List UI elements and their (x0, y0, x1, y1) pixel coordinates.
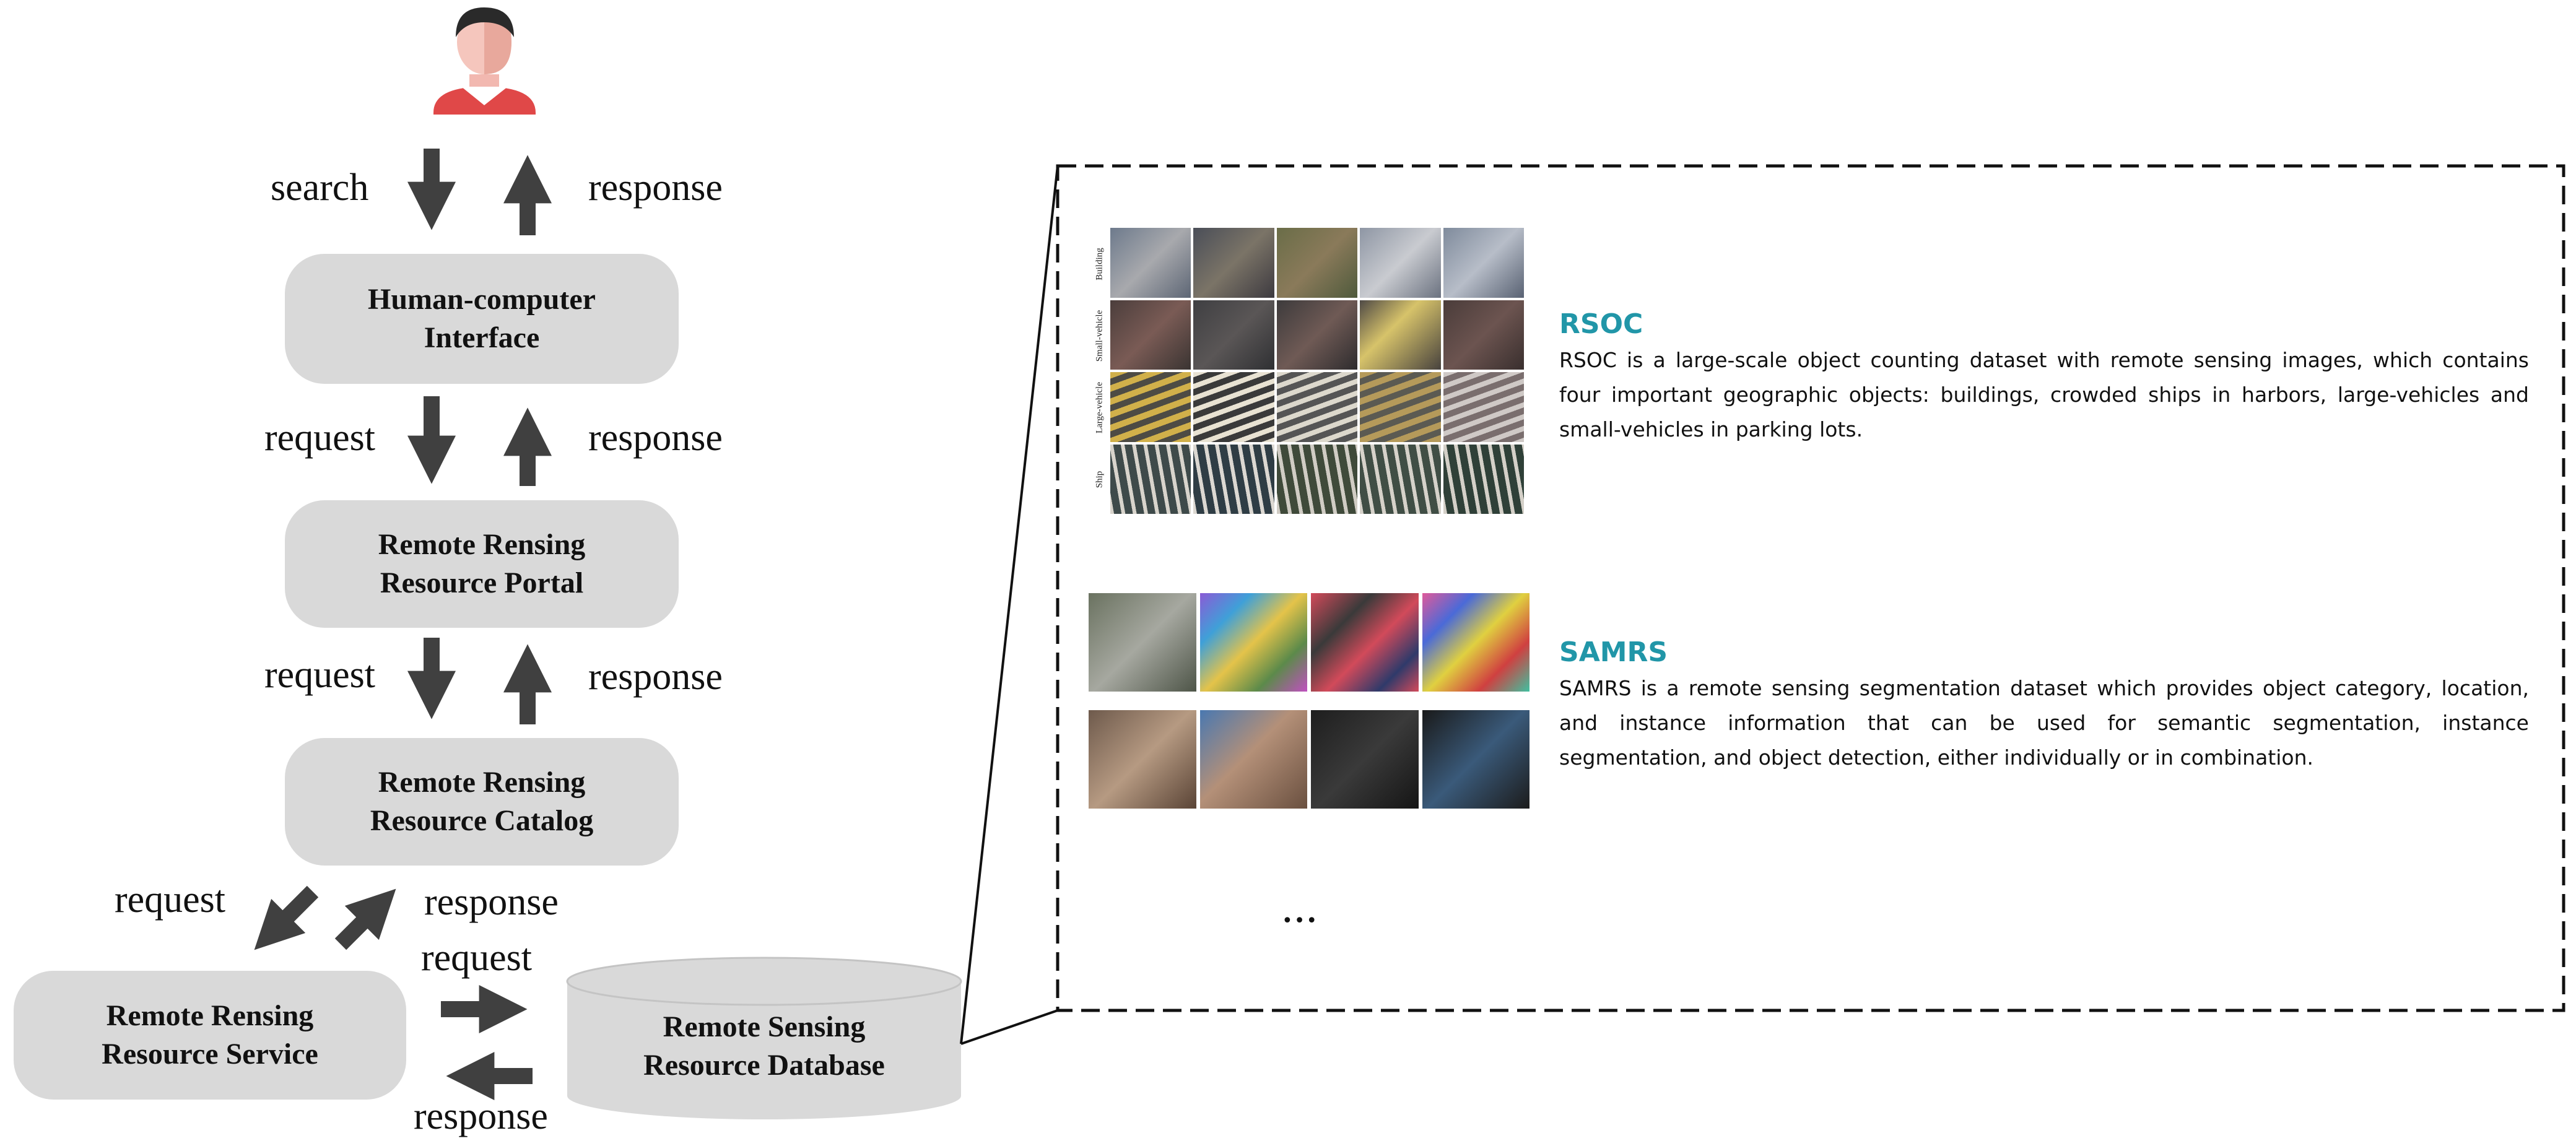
rsoc-thumb (1443, 445, 1524, 514)
label-request-horiz: request (421, 937, 533, 979)
samrs-title: SAMRS (1559, 636, 1668, 668)
label-response-3: response (588, 656, 723, 698)
label-request-1: request (264, 417, 376, 459)
rsoc-thumb (1360, 300, 1440, 370)
rsoc-thumb (1360, 372, 1440, 442)
resource-database-label-wrap (567, 991, 961, 1102)
rsoc-thumb (1193, 300, 1274, 370)
rsoc-thumb (1110, 445, 1191, 514)
rsoc-row-label-building: Building (1094, 248, 1105, 280)
rsoc-thumb (1277, 300, 1357, 370)
rsoc-thumb (1443, 372, 1524, 442)
rsoc-thumb (1360, 228, 1440, 298)
resource-catalog-box (285, 738, 679, 866)
rsoc-description: RSOC is a large-scale object counting dataset with remote sensing images, which contains four important geographic objects: buildings, crowded ships in harbors, large-vehicles and small-vehicles in parking lots. (1559, 348, 2529, 441)
rsoc-thumb (1110, 300, 1191, 370)
hci-label: Human-computer Interface (368, 283, 596, 354)
samrs-thumb (1200, 593, 1308, 692)
label-response-horiz: response (414, 1095, 548, 1137)
label-response-1: response (588, 167, 723, 209)
portal-label: Remote Rensing Resource Portal (378, 528, 586, 599)
rsoc-row-label-large-vehicle: Large-vehicle (1094, 382, 1105, 434)
rsoc-thumb (1193, 372, 1274, 442)
rsoc-row-label-ship: Ship (1094, 471, 1105, 488)
label-search: search (271, 167, 369, 209)
service-label: Remote Rensing Resource Service (102, 999, 318, 1070)
samrs-thumb (1089, 593, 1196, 692)
rsoc-thumb (1443, 228, 1524, 298)
zoom-line-bottom (961, 1010, 1058, 1044)
label-response-2: response (588, 417, 723, 459)
rsoc-thumb (1277, 372, 1357, 442)
samrs-thumb (1089, 710, 1196, 809)
rsoc-title: RSOC (1559, 308, 1643, 340)
rsoc-thumb (1110, 228, 1191, 298)
samrs-thumb (1311, 593, 1419, 692)
rsoc-thumb (1277, 228, 1357, 298)
samrs-thumb (1422, 593, 1530, 692)
label-response-diag: response (424, 881, 559, 923)
rsoc-thumb (1110, 372, 1191, 442)
samrs-thumb (1200, 710, 1308, 809)
rsoc-thumb (1193, 228, 1274, 298)
arrow-request-diag (272, 892, 313, 932)
rsoc-thumb (1277, 445, 1357, 514)
samrs-thumb (1422, 710, 1530, 809)
rsoc-thumb (1193, 445, 1274, 514)
arrow-response-diag (341, 907, 378, 944)
database-label: Remote Sensing Resource Database (643, 1010, 885, 1082)
human-computer-interface-box (285, 254, 679, 384)
label-request-2: request (264, 654, 376, 696)
user-icon (433, 7, 536, 115)
samrs-thumb (1311, 710, 1419, 809)
samrs-thumbnail-grid (1089, 593, 1530, 809)
rsoc-row-label-small-vehicle: Small-vehicle (1094, 310, 1105, 362)
rsoc-thumb (1443, 300, 1524, 370)
rsoc-thumbnail-grid (1110, 228, 1524, 514)
catalog-label: Remote Rensing Resource Catalog (370, 766, 594, 837)
resource-service-box (14, 971, 406, 1100)
samrs-description: SAMRS is a remote sensing segmentation dataset which provides object category, location, and instance information that can be used for semantic segmentation, instance segmentation, and object detection, either individually or in combination. (1559, 676, 2529, 770)
resource-portal-box (285, 500, 679, 628)
more-datasets-ellipsis: ••• (1282, 910, 1319, 932)
rsoc-thumb (1360, 445, 1440, 514)
label-request-diag: request (115, 879, 226, 921)
zoom-line-top (961, 166, 1058, 1044)
